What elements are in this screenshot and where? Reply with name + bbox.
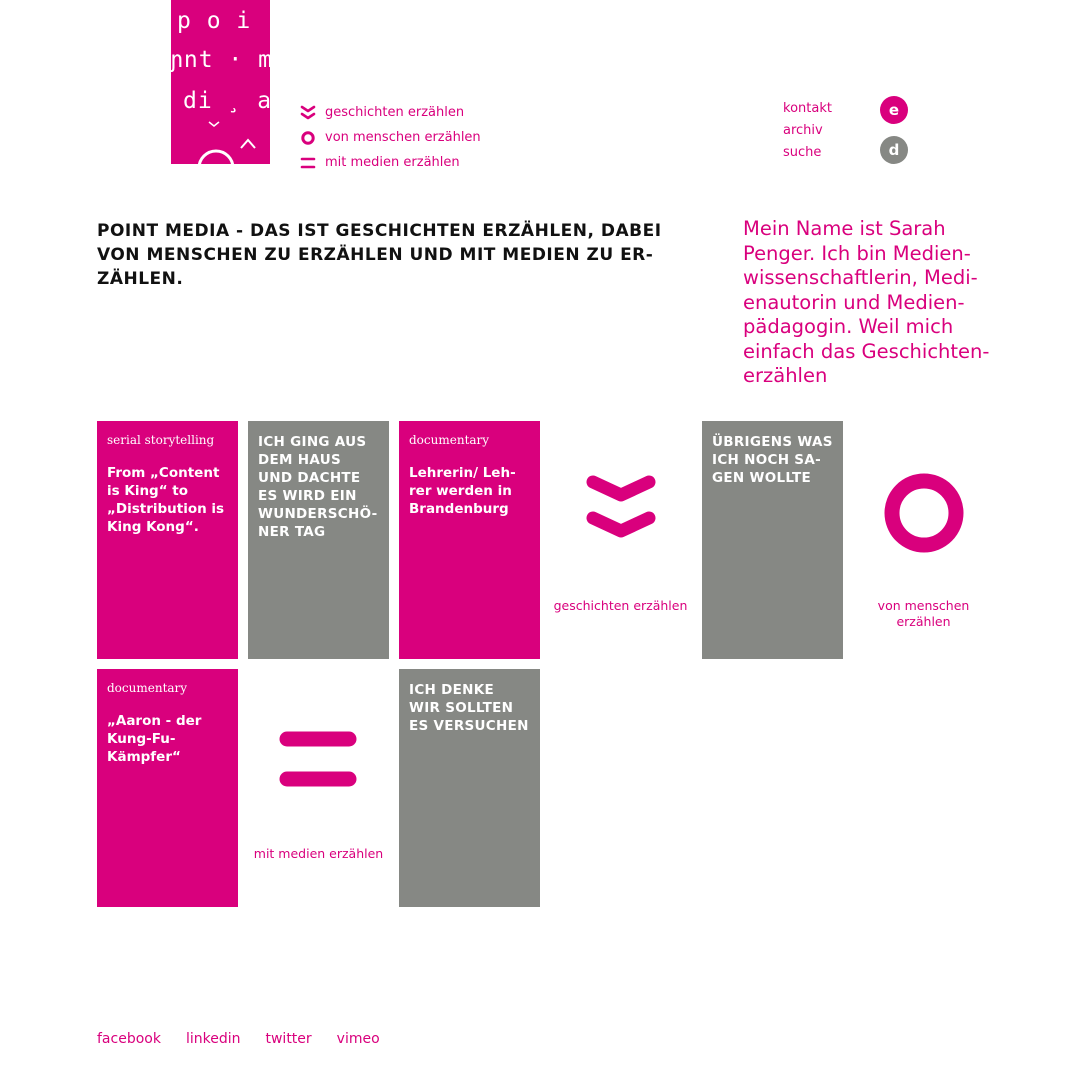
- symbol-von-menschen-erzaehlen[interactable]: [853, 421, 994, 659]
- tile-serial-storytelling[interactable]: [97, 421, 238, 659]
- tagline-item: [300, 100, 481, 125]
- symbol-label: von menschen erzählen: [877, 598, 970, 629]
- nav-link-kontakt[interactable]: kontakt: [783, 101, 832, 116]
- footer-link-twitter[interactable]: twitter: [265, 1031, 312, 1047]
- symbol-geschichten-erzaehlen[interactable]: [550, 421, 691, 659]
- footer-link-vimeo[interactable]: vimeo: [336, 1031, 380, 1047]
- logo-text-line-3: di ̧ a: [183, 88, 273, 114]
- tagline-label: mit medien erzählen: [325, 155, 460, 170]
- chevrons-down-icon: [586, 473, 656, 545]
- footer-social-links: [97, 1031, 405, 1047]
- logo-mark-icon: [171, 110, 270, 164]
- tagline-label: geschichten erzählen: [325, 105, 465, 120]
- tagline-label: von menschen erzählen: [325, 130, 481, 145]
- tile-title: ICH DENKE WIR SOLLTEN ES VERSUCHEN: [409, 682, 529, 734]
- ring-icon: [300, 130, 316, 146]
- tile-category: documentary: [409, 433, 490, 447]
- tile-title: ICH GING AUS DEM HAUS UND DACHTE ES WIRD EIN WUNDERSCHÖ-NER TAG: [258, 434, 378, 540]
- intro-text: Mein Name ist Sarah Penger. Ich bin Medien-wissenschaftlerin, Medi-enautorin und Medien-pädagogin. Weil mich einfach das Geschichten-erzählen: [743, 217, 990, 387]
- logo-text-line-1: p o i: [177, 8, 252, 34]
- tile-ich-ging-aus-dem-haus[interactable]: [248, 421, 389, 659]
- equals-icon: [300, 155, 316, 171]
- tile-lehrerin-lehrer[interactable]: [399, 421, 540, 659]
- tile-title: Lehrerin/ Leh-rer werden in Brandenburg: [409, 465, 516, 517]
- tile-aaron[interactable]: [97, 669, 238, 907]
- tile-title: „Aaron - der Kung-Fu-Kämpfer“: [107, 713, 202, 765]
- symbol-label: mit medien erzählen: [253, 846, 384, 861]
- equals-icon: [279, 729, 357, 789]
- tagline: [300, 100, 481, 175]
- nav-link-archiv[interactable]: archiv: [783, 123, 823, 138]
- footer-link-linkedin[interactable]: linkedin: [185, 1031, 241, 1047]
- tile-ich-denke-wir[interactable]: [399, 669, 540, 907]
- page-headline: POINT MEDIA - DAS IST GESCHICHTEN ERZÄHLEN, DABEI VON MENSCHEN ZU ERZÄHLEN UND MIT MEDIEN ZU ER-ZÄHLEN.: [97, 221, 662, 289]
- chevrons-down-icon: [300, 105, 316, 121]
- top-nav: [783, 98, 832, 164]
- symbol-label: geschichten erzählen: [553, 598, 688, 613]
- symbol-mit-medien-erzaehlen[interactable]: [248, 669, 389, 907]
- ring-icon: [883, 472, 965, 554]
- language-german-button[interactable]: d: [880, 136, 908, 164]
- logo[interactable]: [169, 0, 288, 164]
- tile-category: serial storytelling: [107, 433, 215, 447]
- tile-uebrigens[interactable]: [702, 421, 843, 659]
- footer-link-facebook[interactable]: facebook: [97, 1031, 161, 1047]
- tagline-item: [300, 125, 481, 150]
- tagline-item: [300, 150, 481, 175]
- nav-link-suche[interactable]: suche: [783, 145, 822, 160]
- language-english-button[interactable]: e: [880, 96, 908, 124]
- logo-text-line-2: ɲnt · me: [169, 47, 288, 73]
- tile-title: From „Content is King“ to „Distribution is King Kong“.: [107, 465, 225, 535]
- tile-title: ÜBRIGENS WAS ICH NOCH SA-GEN WOLLTE: [712, 434, 833, 486]
- tile-category: documentary: [107, 681, 188, 695]
